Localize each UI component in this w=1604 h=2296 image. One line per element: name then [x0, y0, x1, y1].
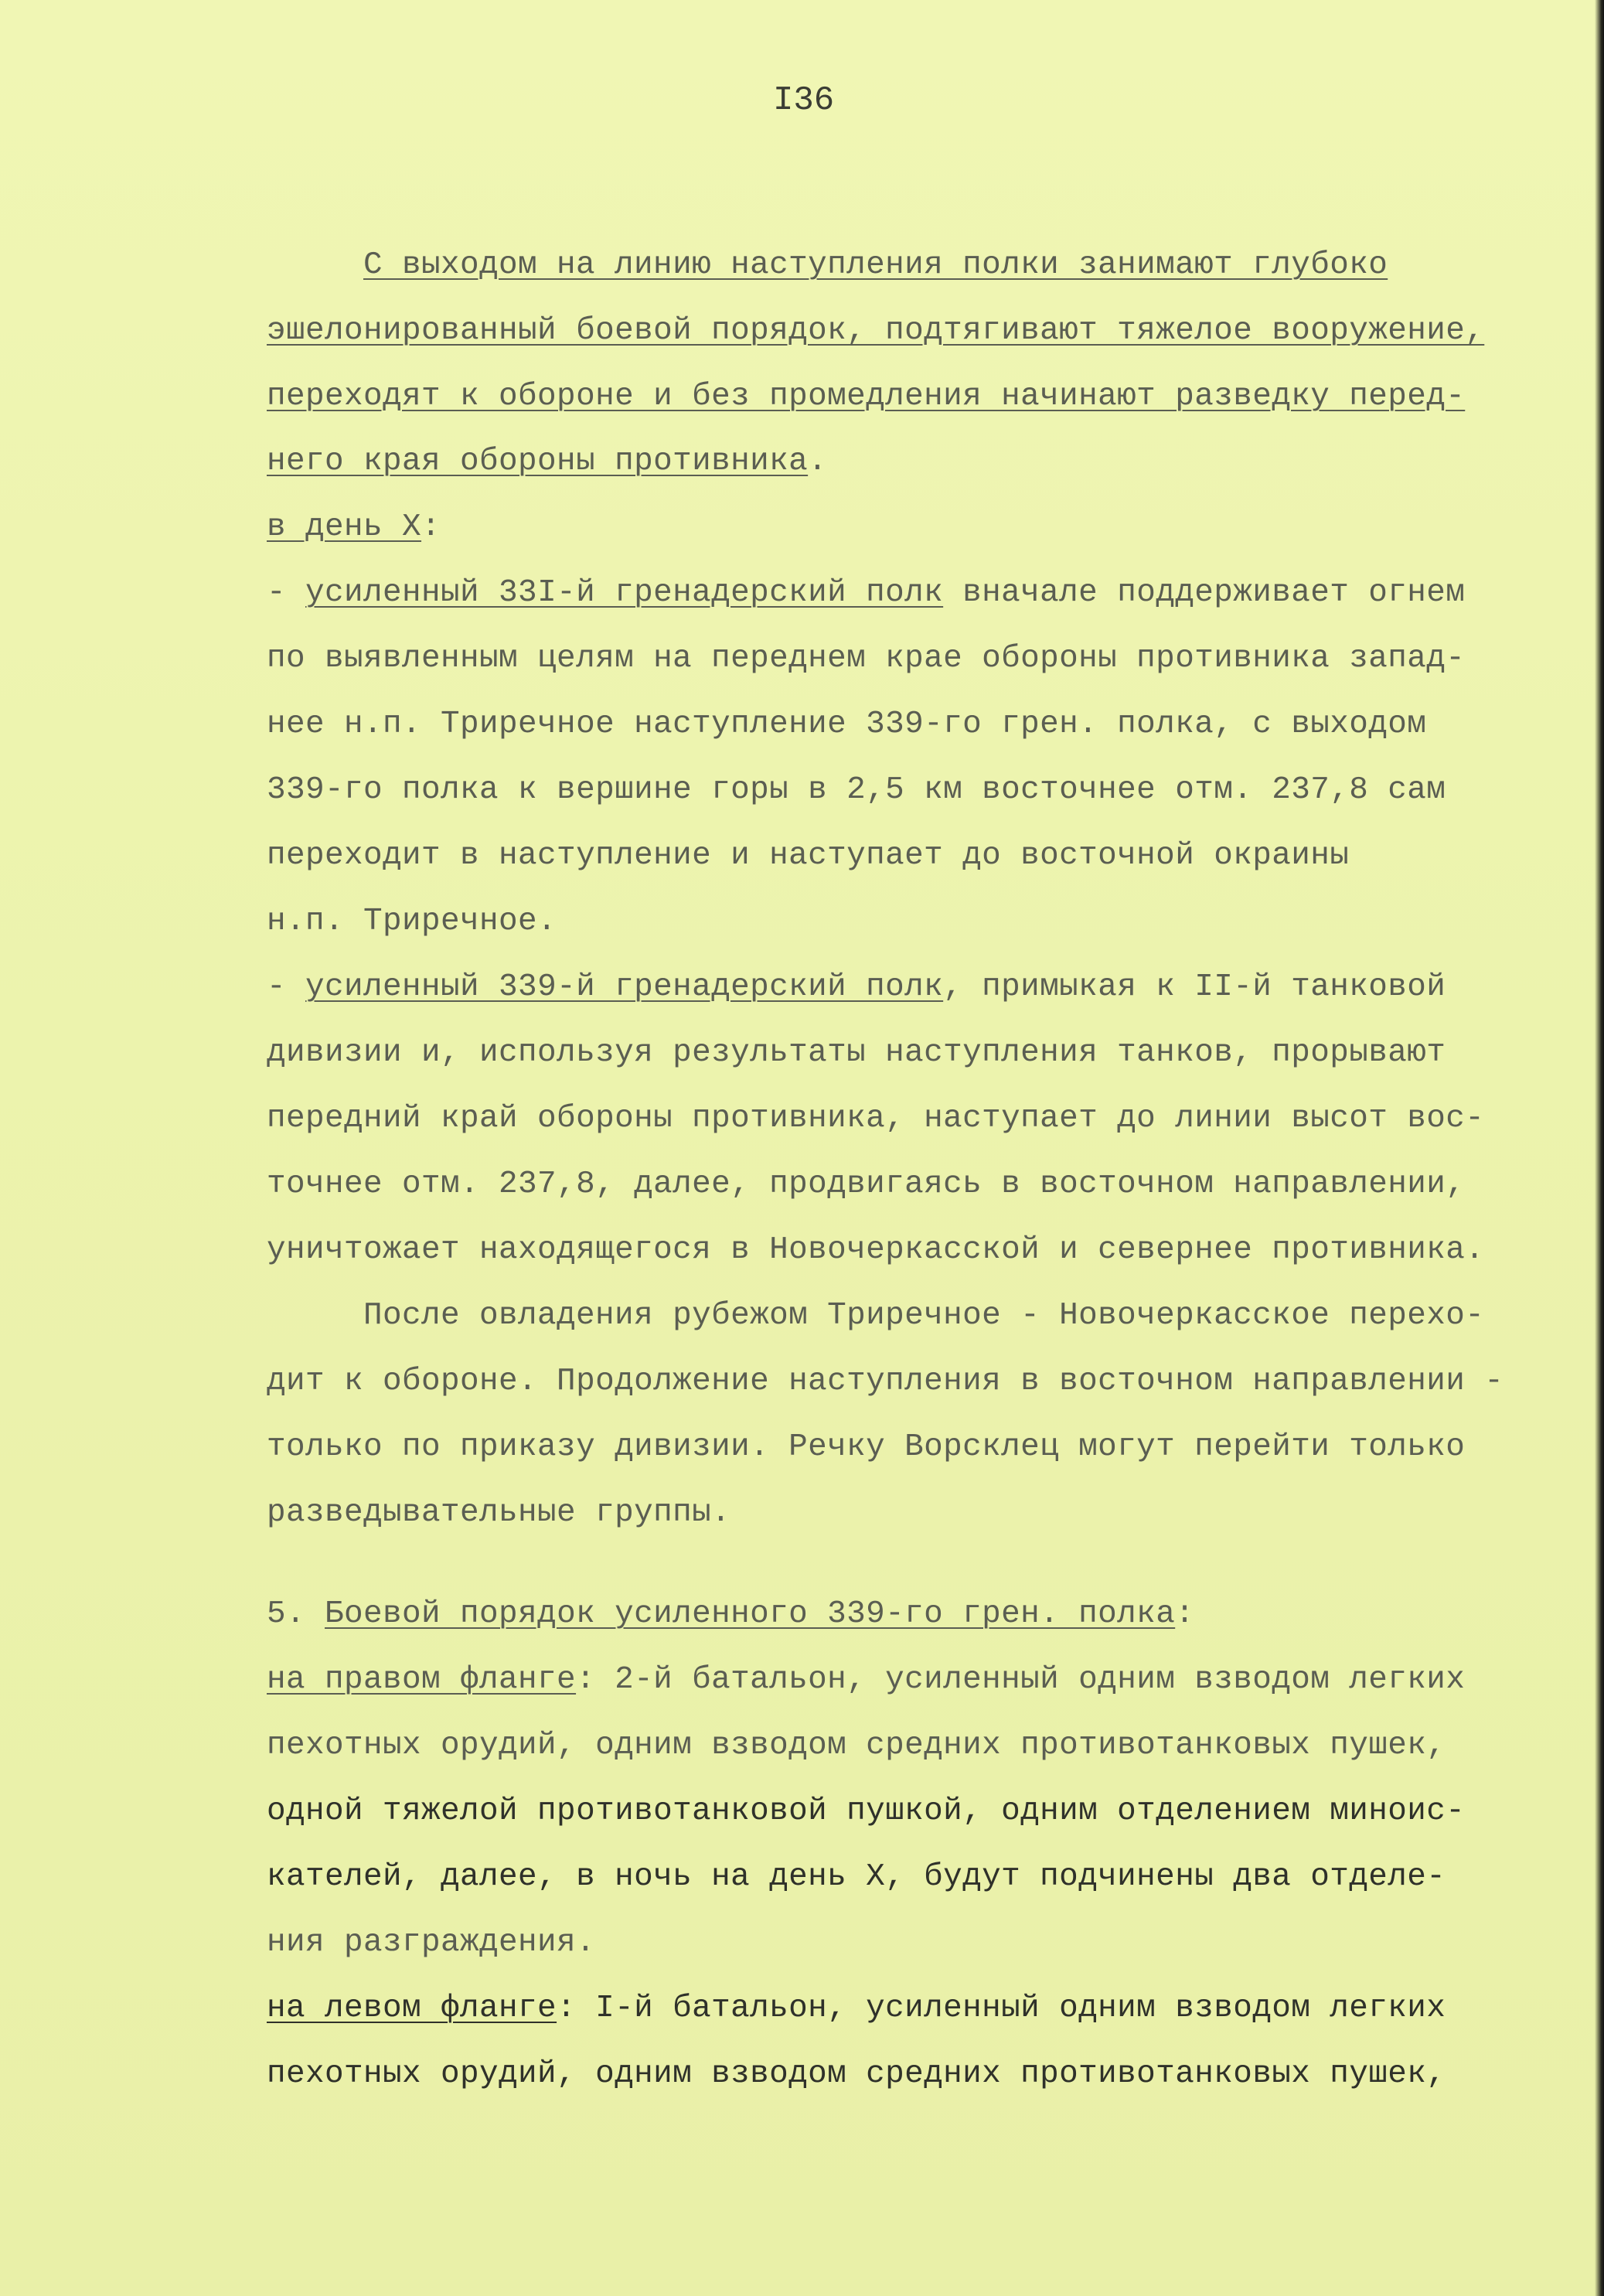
para2-line4: разведывательные группы.: [267, 1495, 731, 1531]
item1-line3: нее н.п. Триречное наступление 339-го грен. полка, с выходом: [267, 707, 1427, 742]
para2-line2: дит к обороне. Продолжение наступления в восточном направлении -: [267, 1364, 1504, 1399]
item1-title: усиленный 33I-й гренадерский полк: [305, 575, 944, 611]
para1-line1-text: С выходом на линию наступления полки занимают глубоко: [363, 247, 1388, 283]
left-flank-line1-rest: : I-й батальон, усиленный одним взводом легких: [557, 1991, 1446, 2026]
left-flank-label: на левом фланге: [267, 1991, 557, 2026]
right-flank-label: на правом фланге: [267, 1662, 577, 1698]
left-flank-line2: пехотных орудий, одним взводом средних противотанковых пушек,: [267, 2056, 1446, 2092]
item2-line5: уничтожает находящегося в Новочеркасской и севернее противника.: [267, 1232, 1485, 1268]
section5-number: 5.: [267, 1596, 325, 1632]
para1-line3-text: переходят к обороне и без промедления начинают разведку перед-: [267, 379, 1466, 414]
day-heading: [267, 508, 441, 547]
para1-line3: [267, 377, 1465, 416]
item1-line1-rest: вначале поддерживает огнем: [943, 575, 1466, 611]
right-flank-line4: кателей, далее, в ночь на день Х, будут подчинены два отделе-: [267, 1859, 1446, 1895]
item1-line1: [267, 574, 1465, 612]
right-flank-line2: пехотных орудий, одним взводом средних противотанковых пушек,: [267, 1728, 1446, 1763]
day-colon: :: [421, 509, 441, 545]
para1-line2: [267, 312, 1484, 350]
item1-line4: 339-го полка к вершине горы в 2,5 км восточнее отм. 237,8 сам: [267, 772, 1446, 808]
item1-line5: переходит в наступление и наступает до восточной окраины: [267, 838, 1350, 874]
item2-title: усиленный 339-й гренадерский полк: [305, 969, 944, 1005]
item1-line6: н.п. Триречное.: [267, 904, 557, 939]
para1-line4: [267, 442, 827, 481]
section5-heading: [267, 1595, 1194, 1633]
section5-title: Боевой порядок усиленного 339-го грен. полка: [325, 1596, 1176, 1632]
item2-line1: [267, 968, 1446, 1007]
item1-dash: -: [267, 575, 306, 611]
para1-line1: [363, 246, 1388, 284]
item2-line2: дивизии и, используя результаты наступления танков, прорывают: [267, 1035, 1446, 1071]
right-flank-line1-rest: : 2-й батальон, усиленный одним взводом легких: [576, 1662, 1466, 1698]
right-flank-line5: ния разграждения.: [267, 1925, 596, 1960]
para2-line3: только по приказу дивизии. Речку Ворсклец могут перейти только: [267, 1429, 1466, 1465]
para1-line4-end: .: [808, 444, 828, 479]
day-label: в день Х: [267, 509, 422, 545]
item1-line2: по выявленным целям на переднем крае обороны противника запад-: [267, 641, 1466, 676]
para2-line1: После овладения рубежом Триречное - Новочеркасское перехо-: [363, 1298, 1485, 1334]
item2-line4: точнее отм. 237,8, далее, продвигаясь в восточном направлении,: [267, 1167, 1466, 1202]
para1-line4-text: него края обороны противника: [267, 444, 809, 479]
page-edge-shadow: [1595, 0, 1604, 2296]
left-flank-line1: [267, 1989, 1446, 2028]
item2-dash: -: [267, 969, 306, 1005]
item2-line1-rest: , примыкая к II-й танковой: [943, 969, 1446, 1005]
item2-line3: передний край обороны противника, наступает до линии высот вос-: [267, 1101, 1485, 1136]
right-flank-line1: [267, 1661, 1465, 1699]
section5-colon: :: [1175, 1596, 1195, 1632]
para1-line2-text: эшелонированный боевой порядок, подтягивают тяжелое вооружение,: [267, 313, 1485, 349]
right-flank-line3: одной тяжелой противотанковой пушкой, одним отделением миноис-: [267, 1794, 1466, 1829]
page-number: I36: [773, 81, 835, 120]
